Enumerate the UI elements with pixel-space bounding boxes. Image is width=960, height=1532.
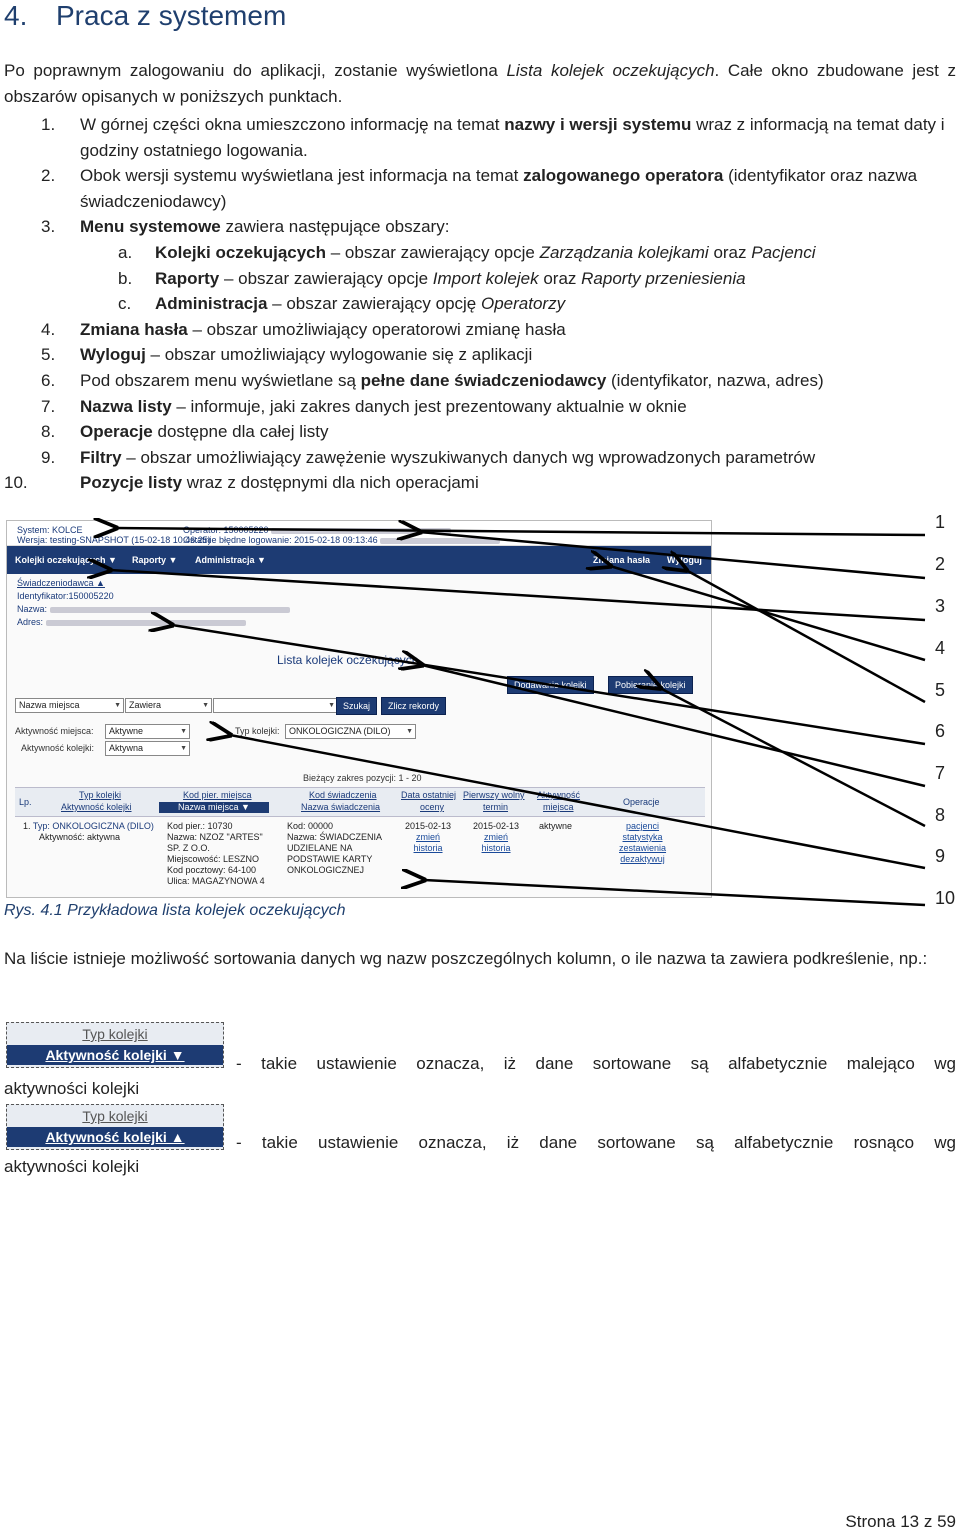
table-row-service: Kod: 00000 Nazwa: ŚWIADCZENIA UDZIELANE NA PODSTAWIE KARTY ONKOLOGICZNEJ [287,821,383,875]
sorted-column-header[interactable]: Nazwa miejsca ▼ [159,802,269,813]
heading-title: Praca z systemem [56,0,287,31]
callout-number: 8 [935,805,946,825]
range-info: Bieżący zakres pozycji: 1 - 20 [303,773,422,783]
table-row: 1. Typ: ONKOLOGICZNA (DILO) Aktywność: aktywna [23,821,154,842]
col-kod-swiadczenia[interactable]: Kod świadczenia [309,790,377,800]
col-nazwa-swiadczenia[interactable]: Nazwa świadczenia [301,802,381,812]
change-term-link[interactable]: zmień [484,832,509,842]
menu-administracja[interactable]: Administracja ▼ [195,555,266,565]
col-aktywnosc-kolejki[interactable]: Aktywność kolejki [61,802,132,812]
last-login: Ostatnie błędne logowanie: 2015-02-18 09:13:46 [183,535,378,545]
figure-caption: Rys. 4.1 Przykładowa lista kolejek oczekujących [4,902,346,919]
filter-value-input[interactable] [213,698,338,713]
callout-number: 7 [935,763,946,783]
system-version: Wersja: testing-SNAPSHOT (15-02-18 10:46:25) [17,535,211,545]
col-typ-kolejki[interactable]: Typ kolejki [79,790,122,800]
list-subitem: c. Administracja – obszar zawierający opcję Operatorzy [118,294,566,314]
intro-text-end: . Całe okno zbudowane jest z obszarów opisanych w poniższych punktach. [4,61,956,106]
filter-field-select[interactable]: Nazwa miejsca ▼ [15,698,124,713]
system-menu [7,546,711,574]
arrow-5 [686,570,925,702]
page-number: Strona 13 z 59 [845,1512,956,1531]
list-item: 7. Nazwa listy – informuje, jaki zakres danych jest prezentowany aktualnie w oknie [41,396,687,416]
list-title: Lista kolejek oczekujących [277,653,419,667]
system-name: System: KOLCE [17,525,83,535]
callout-number: 4 [935,638,946,658]
callout-number: 2 [935,554,946,574]
page-heading [4,0,286,32]
intro-text: Po poprawnym zalogowaniu do aplikacji, zostanie wyświetlona [4,61,498,80]
list-item: 1. W górnej części okna umieszczono informację na temat nazwy i wersji systemu wraz z informacją na temat daty i godziny ostatniego logowania. [41,115,945,160]
term-history-link[interactable]: historia [481,843,511,853]
list-item: 3. Menu systemowe zawiera następujące obszary: [41,217,450,237]
col-kod-pier[interactable]: Kod pier. miejsca [183,790,252,800]
callout-number: 5 [935,680,946,700]
heading-number: 4. [4,0,28,31]
search-button[interactable]: Szukaj [336,697,377,715]
table-row-place: Kod pier.: 10730 Nazwa: NZOZ "ARTES" SP. Z O.O. Miejscowość: LESZNO Kod pocztowy: 64-100 Ulica: MAGAZYNOWA 4 [167,821,265,886]
app-screenshot [6,520,712,898]
list-item: 10. Pozycje listy wraz z dostępnymi dla nich operacjami [4,473,479,493]
patients-link[interactable]: pacjenci [626,821,660,831]
intro-paragraph [4,58,956,110]
table-row-activity: aktywne [539,821,573,831]
list-item: 9. Filtry – obszar umożliwiający zawężenie wyszukiwanych danych wg wprowadzonych parametrów [41,447,816,467]
fetch-queue-button[interactable]: Pobieranie kolejki [608,676,693,694]
callout-number: 10 [935,888,956,908]
queue-activity-label: Aktywność kolejki: [21,743,95,753]
area-list [4,112,956,496]
summaries-link[interactable]: zestawienia [619,843,667,853]
list-item: 6. Pod obszarem menu wyświetlane są pełne dane świadczeniodawcy (identyfikator, nazwa, adres) [41,370,824,390]
sort-paragraph: Na liście istnieje możliwość sortowania danych wg nazw poszczególnych kolumn, o ile nazwa ta zawiera podkreślenie, np.: [4,949,928,968]
history-link[interactable]: historia [413,843,443,853]
col-data-oceny[interactable]: Data ostatniej [401,790,457,800]
filter-op-select[interactable]: Zawiera ▼ [125,698,212,713]
queue-activity-select[interactable]: Aktywna ▼ [105,741,190,756]
table-row-date: 2015-02-13 zmień historia [405,821,452,853]
callout-number: 6 [935,721,946,741]
change-date-link[interactable]: zmień [416,832,441,842]
place-activity-select[interactable]: Aktywne ▼ [105,724,190,739]
sort-desc-text: - takie ustawienie oznacza, iż dane sortowane są alfabetycznie malejąco wg [236,1054,956,1073]
sort-asc-text-cont: aktywności kolejki [4,1157,140,1176]
place-activity-label: Aktywność miejsca: [15,726,94,736]
table-row-operations [619,821,666,865]
intro-emphasis: Lista kolejek oczekujących [506,61,715,80]
list-item: 8. Operacje dostępne dla całej listy [41,422,329,442]
deactivate-link[interactable]: dezaktywuj [620,854,665,864]
queue-type-label: Typ kolejki: [235,726,280,736]
list-subitem: a. Kolejki oczekujących – obszar zawierający opcje Zarządzania kolejkami oraz Pacjenci [118,242,816,262]
operator-id: Operator: 150005220 [183,525,269,535]
callout-number: 1 [935,512,946,532]
list-item: 2. Obok wersji systemu wyświetlana jest informacja na temat zalogowanego operatora (identyfikator oraz nazwa świadczeniodawcy) [41,166,918,211]
col-pierwszy-termin[interactable]: Pierwszy wolny [463,790,525,800]
system-header [7,521,711,546]
callout-number: 3 [935,596,946,616]
count-button[interactable]: Zlicz rekordy [381,697,446,715]
logout-link[interactable]: Wyloguj [667,555,702,565]
provider-info: Świadczeniodawca ▲ Identyfikator:150005220 Nazwa: Adres: [17,577,290,629]
callout-number: 9 [935,846,946,866]
sort-desc-text-cont: aktywności kolejki [4,1079,140,1098]
menu-kolejki[interactable]: Kolejki oczekujących ▼ [15,555,117,565]
menu-raporty[interactable]: Raporty ▼ [132,555,178,565]
list-item: 4. Zmiana hasła – obszar umożliwiający operatorowi zmianę hasła [41,319,566,339]
col-aktywnosc-miejsca[interactable]: Aktywność [537,790,581,800]
statistics-link[interactable]: statystyka [622,832,663,842]
sort-desc-example: Typ kolejki Aktywność kolejki ▼ [6,1022,224,1068]
change-password-link[interactable]: Zmiana hasła [593,555,651,565]
table-header: Lp. Typ kolejki Aktywność kolejki Kod pier. miejsca Kod świadczenia Nazwa świadczenia Data ostatniej oceny Pierwszy wolny termin Aktywność miejsca Operacje [15,787,705,817]
add-queue-button[interactable]: Dodawanie kolejki [507,676,594,694]
list-item: 5. Wyloguj – obszar umożliwiający wylogowanie się z aplikacji [41,345,533,365]
table-row-term: 2015-02-13 zmień historia [473,821,520,853]
queue-type-select[interactable]: ONKOLOGICZNA (DILO) ▼ [285,724,416,739]
sort-asc-text: - takie ustawienie oznacza, iż dane sortowane są alfabetycznie rosnąco wg [236,1133,956,1152]
sort-asc-example: Typ kolejki Aktywność kolejki ▲ [6,1104,224,1150]
list-subitem: b. Raporty – obszar zawierający opcje Import kolejek oraz Raporty przeniesienia [118,268,746,288]
